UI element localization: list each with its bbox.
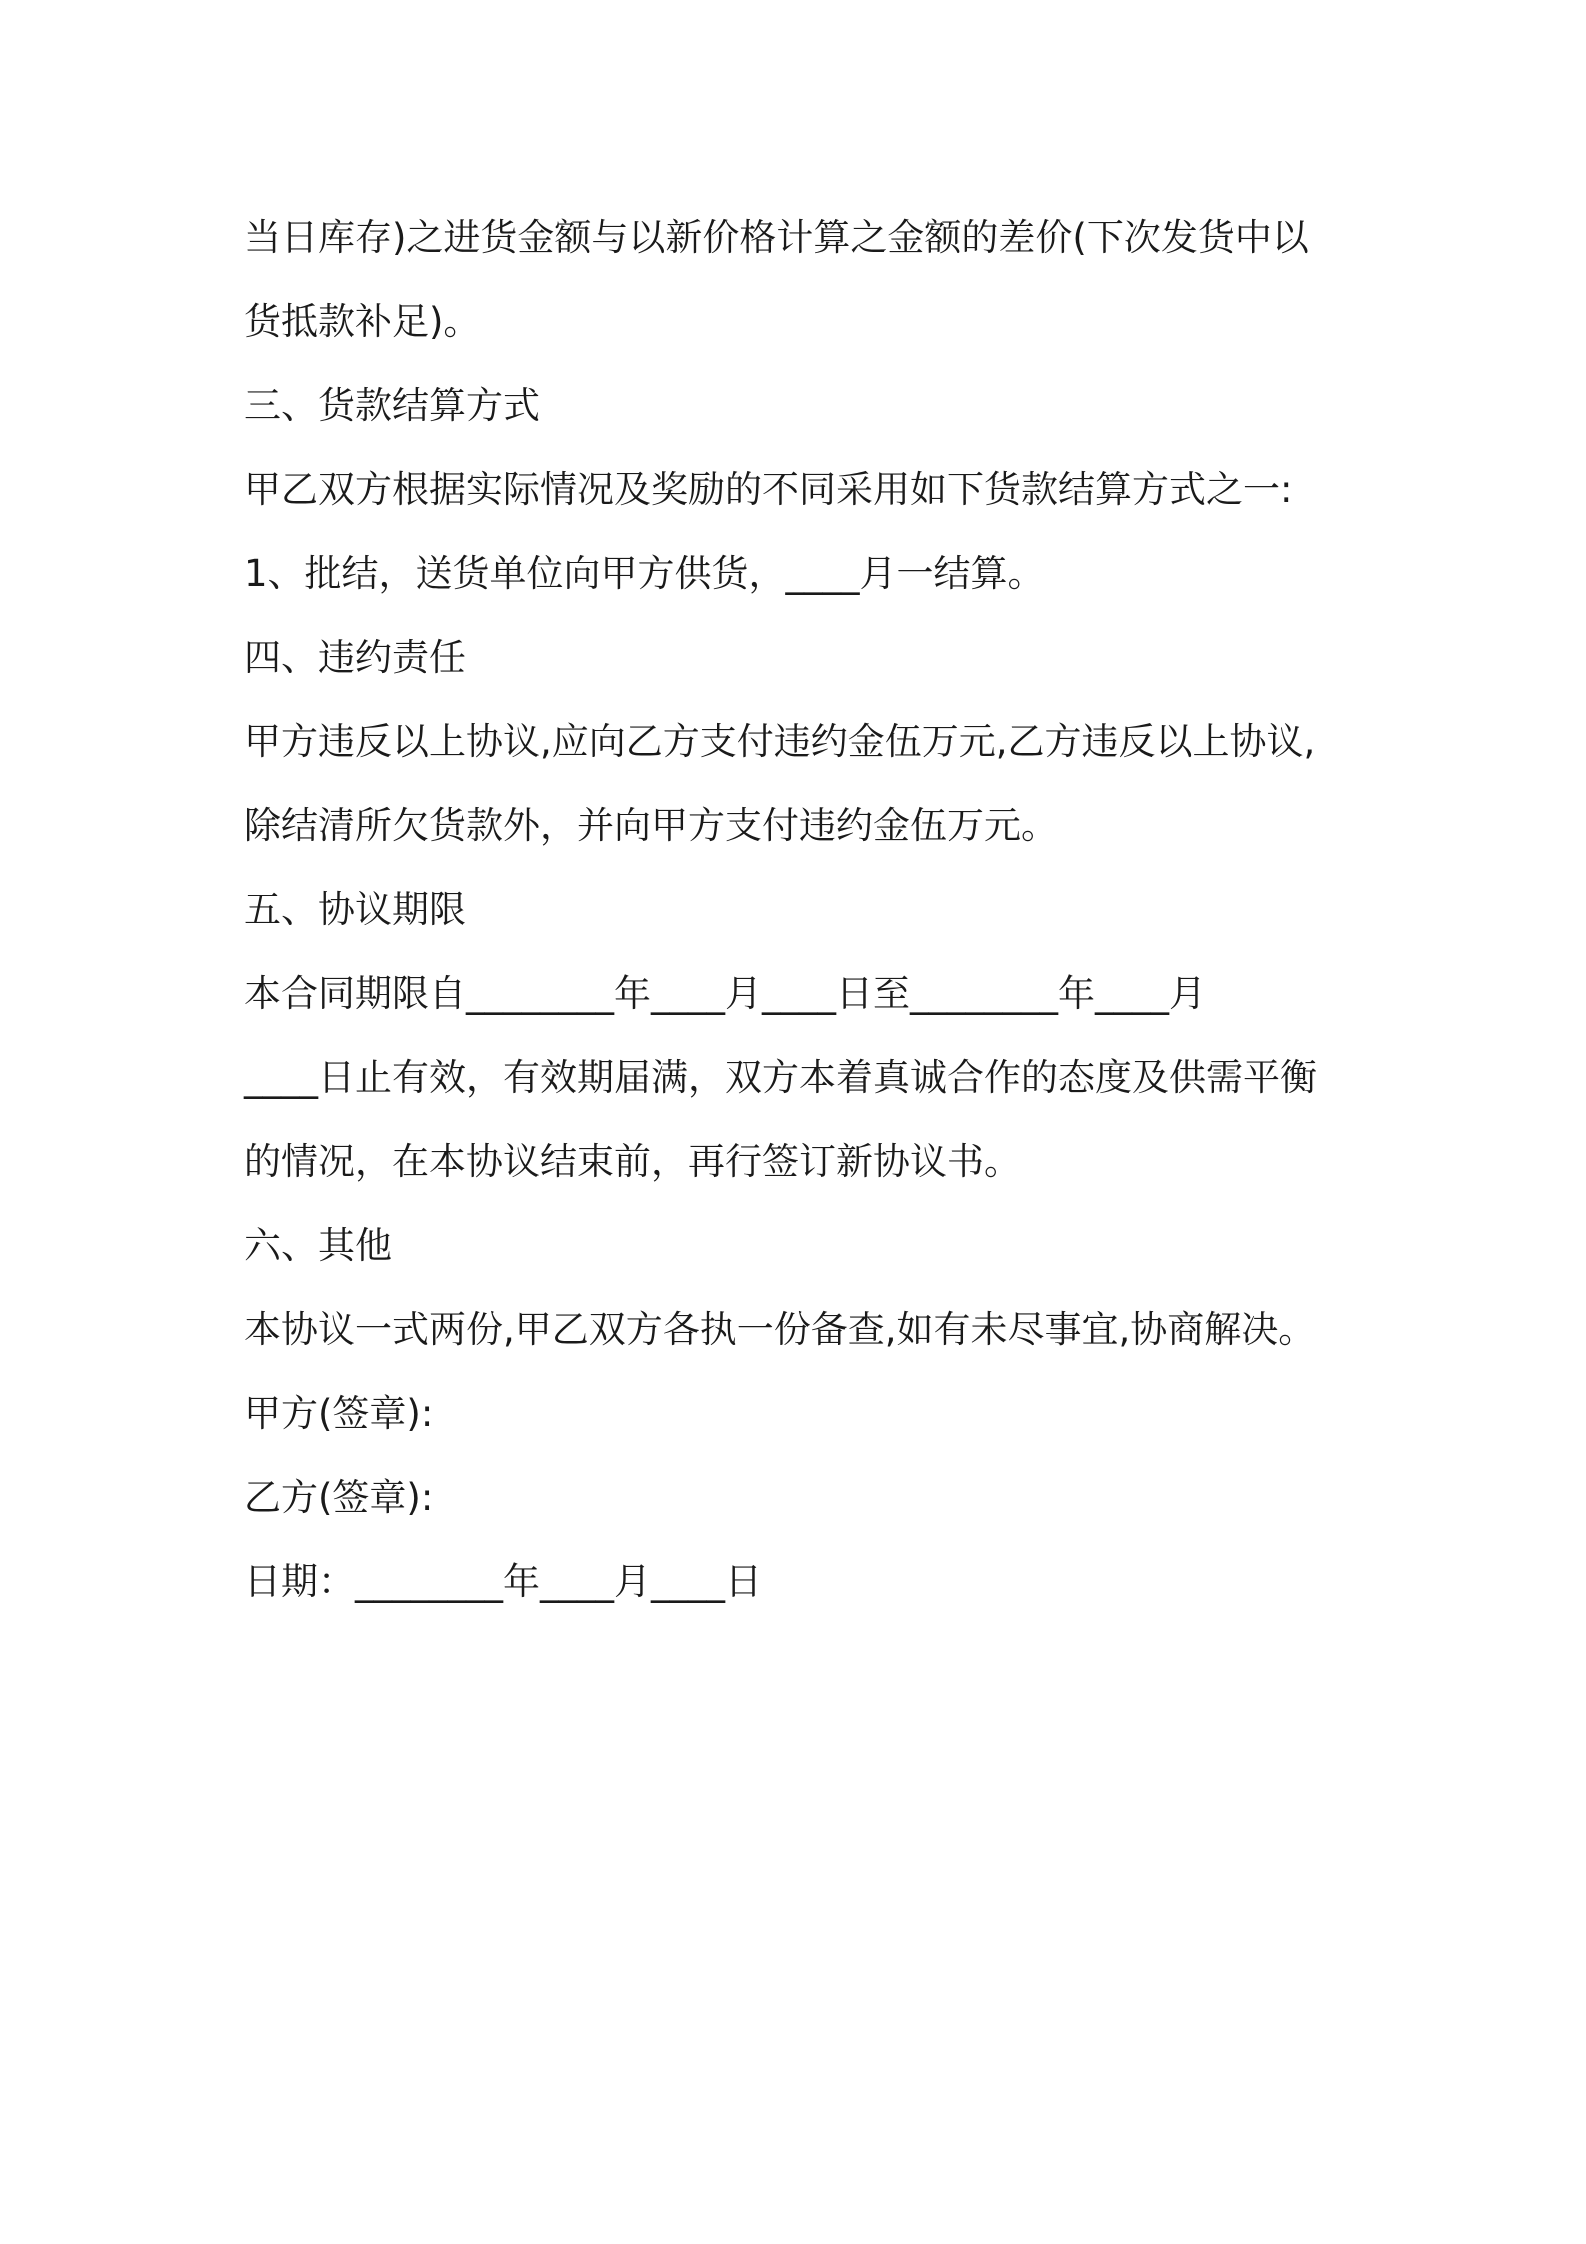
signature-party-a: 甲方(签章): <box>244 1392 434 1435</box>
signature-date: 日期：________年____月____日 <box>244 1560 762 1603</box>
signature-party-b: 乙方(签章): <box>244 1476 434 1519</box>
section-heading: 四、违约责任 <box>244 636 466 679</box>
paragraph-line: 本协议一式两份,甲乙双方各执一份备查,如有未尽事宜,协商解决。 <box>244 1308 1316 1351</box>
paragraph-line: 本合同期限自________年____月____日至________年____月 <box>244 972 1206 1015</box>
section-heading: 五、协议期限 <box>244 888 466 931</box>
paragraph-line: 货抵款补足)。 <box>244 300 481 343</box>
paragraph-line: 甲方违反以上协议,应向乙方支付违约金伍万元,乙方违反以上协议, <box>244 720 1316 763</box>
section-heading: 三、货款结算方式 <box>244 384 540 427</box>
paragraph-line: 的情况，在本协议结束前，再行签订新协议书。 <box>244 1140 1021 1183</box>
document-body <box>244 196 1364 1624</box>
paragraph-line: ____日止有效，有效期届满，双方本着真诚合作的态度及供需平衡 <box>244 1056 1317 1099</box>
paragraph-line: 甲乙双方根据实际情况及奖励的不同采用如下货款结算方式之一: <box>244 468 1293 511</box>
section-heading: 六、其他 <box>244 1224 392 1267</box>
paragraph-line: 1、批结，送货单位向甲方供货，____月一结算。 <box>244 552 1045 595</box>
paragraph-line: 当日库存)之进货金额与以新价格计算之金额的差价(下次发货中以 <box>244 216 1309 259</box>
paragraph-line: 除结清所欠货款外，并向甲方支付违约金伍万元。 <box>244 804 1058 847</box>
